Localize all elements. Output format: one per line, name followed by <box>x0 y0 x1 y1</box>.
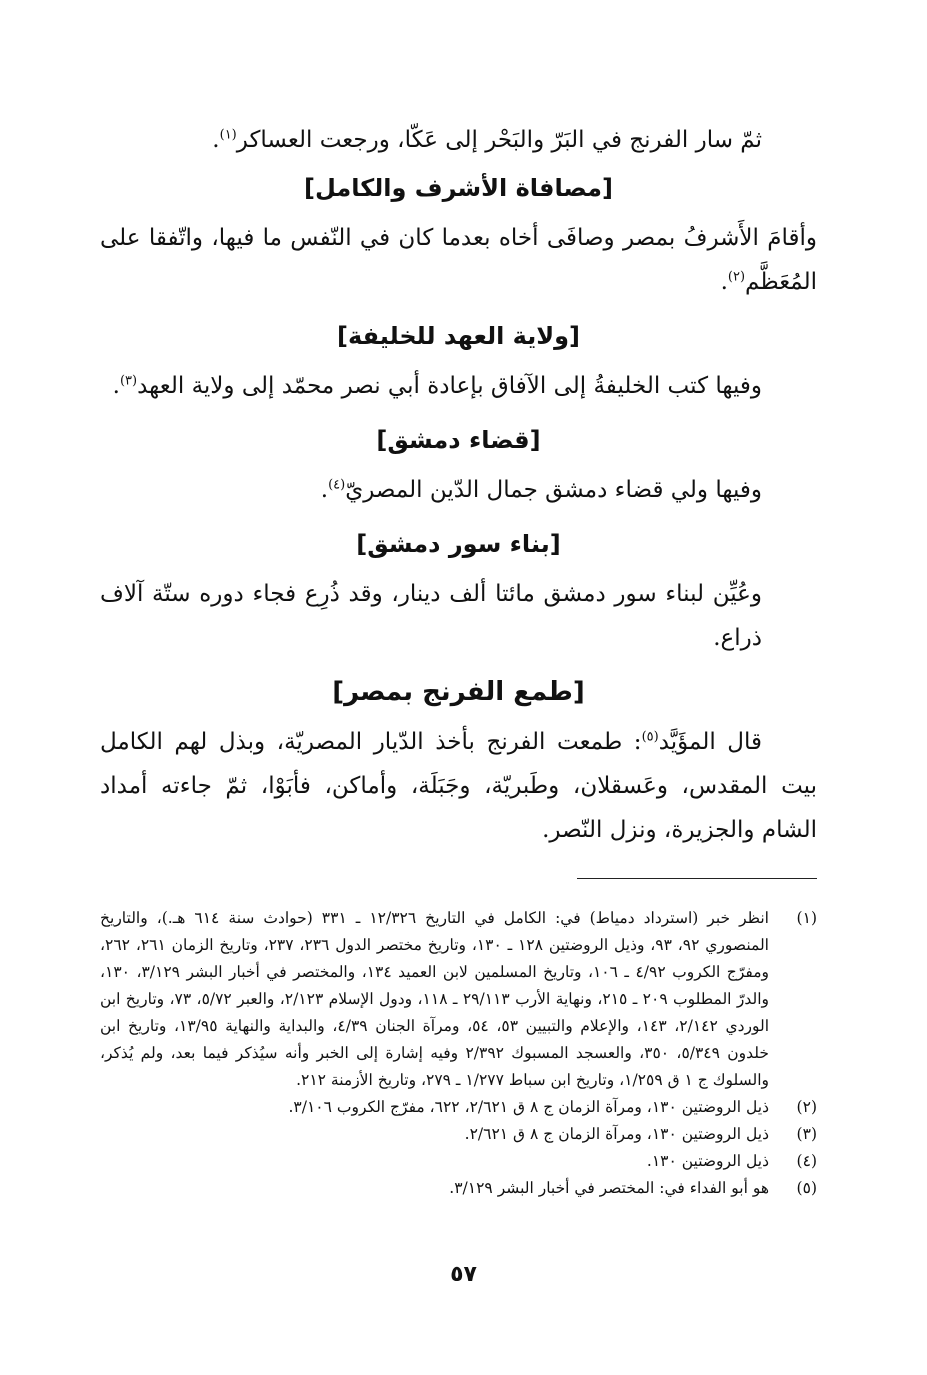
paragraph-6-start: قال المؤَيَّد <box>658 729 763 755</box>
heading-damascus-judiciary: [قضاء دمشق] <box>376 426 541 454</box>
footnote-text: ذيل الروضتين ١٣٠، ومرآة الزمان ج ٨ ق ٢/٦٢١، ٦٢٢، مفرّج الكروب ٣/١٠٦. <box>288 1098 769 1116</box>
paragraph-2 <box>100 216 817 304</box>
footnote-ref-3[interactable]: (٣) <box>119 373 138 389</box>
footnote-item <box>100 1094 817 1121</box>
footnote-ref-4[interactable]: (٤) <box>328 477 346 493</box>
paragraph-6-text: : طمعت الفرنج بأخذ الدّيار المصريّة، وبذل لهم الكامل بيت المقدس، وعَسقلان، وطَبريّة، وجَبَلَة، وأماكن، فأبَوْا، ثمّ جاءته أمداد الشام والجزيرة، ونزل النّصر. <box>100 729 817 843</box>
footnotes-list <box>100 905 817 1202</box>
paragraph-4 <box>100 468 817 512</box>
footnote-separator <box>577 878 817 879</box>
paragraph-2-end: . <box>720 269 728 295</box>
page-body <box>100 118 817 1375</box>
heading-franks-egypt: [طمع الفرنج بمصر] <box>332 677 585 707</box>
footnote-ref-1[interactable]: (١) <box>219 127 237 143</box>
page-number: ٥٧ <box>450 1262 477 1287</box>
footnote-item <box>100 905 817 1094</box>
footnote-text: انظر خبر (استرداد دمياط) في: الكامل في التاريخ ١٢/٣٢٦ ـ ٣٣١ (حوادث سنة ٦١٤ هـ.)، والتاريخ المنصوري ٩٢، ٩٣، وذيل الروضتين ١٢٨ ـ ١٣٠، وتاريخ مختصر الدول ٢٣٦، ٢٣٧، وتاريخ الزمان ٢٦١، ٢٦٢، ومفرّج الكروب ٤/٩٢ ـ ١٠٦، وتاريخ المسلمين لابن العميد ١٣٤، والمختصر في أخبار البشر ٣/١٢٩، ١٣٠، والدرّ المطلوب ٢٠٩ ـ ٢١٥، ونهاية الأرب ٢٩/١١٣ ـ ١١٨، ودول الإسلام ٢/١٢٣، والعبر ٥/٧٢، ٧٣، وتاريخ ابن الوردي ٢/١٤٢، ١٤٣، والإعلام والتبيين ٥٣، ٥٤، ومرآة الجنان ٤/٣٩، والبداية والنهاية ١٣/٩٥، وتاريخ ابن خلدون ٥/٣٤٩، ٣٥٠، والعسجد المسبوك ٢/٣٩٢ وفيه إشارة إلى الخبر وأنه سيُذكر فيما بعد، ولم يُذكر، والسلوك ج ١ ق ١/٢٥٩، وتاريخ ابن سباط ١/٢٧٧ ـ ٢٧٩، وتاريخ الأزمنة ٢١٢. <box>100 909 770 1089</box>
paragraph-3-text: وفيها كتب الخليفةُ إلى الآفاق بإعادة أبي نصر محمّد إلى ولاية العهد <box>137 373 762 399</box>
paragraph-1 <box>100 118 817 162</box>
footnote-number: (٣) <box>796 1125 817 1143</box>
footnote-text: ذيل الروضتين ١٣٠. <box>646 1152 769 1170</box>
footnote-ref-2[interactable]: (٢) <box>727 269 746 285</box>
footnote-number: (١) <box>796 909 817 927</box>
footnote-number: (٢) <box>796 1098 817 1116</box>
paragraph-1-text: ثمّ سار الفرنج في البَرّ والبَحْر إلى عَكّا، ورجعت العساكر <box>236 127 762 153</box>
footnote-item <box>100 1121 817 1148</box>
footnote-text: هو أبو الفداء في: المختصر في أخبار البشر ٣/١٢٩. <box>449 1179 769 1197</box>
footnote-item <box>100 1175 817 1202</box>
paragraph-4-text: وفيها ولي قضاء دمشق جمال الدّين المصريّ <box>345 477 762 503</box>
paragraph-3-end: . <box>112 373 120 399</box>
footnote-item <box>100 1148 817 1175</box>
paragraph-4-end: . <box>320 477 329 503</box>
footnote-text: ذيل الروضتين ١٣٠، ومرآة الزمان ج ٨ ق ٢/٦٢١. <box>464 1125 769 1143</box>
footnote-number: (٤) <box>796 1152 817 1170</box>
paragraph-3 <box>100 364 817 408</box>
heading-damascus-wall: [بناء سور دمشق] <box>356 530 561 558</box>
paragraph-5 <box>100 572 817 660</box>
footnote-ref-5[interactable]: (٥) <box>641 729 659 745</box>
heading-ashraf-kamil: [مصافاة الأشرف والكامل] <box>304 174 613 202</box>
footnote-number: (٥) <box>796 1179 817 1197</box>
paragraph-1-end: . <box>212 127 220 153</box>
paragraph-5-text: وعُيِّن لبناء سور دمشق مائتا ألف دينار، وقد ذُرِع فجاء دوره ستّة آلاف ذراع. <box>100 581 762 651</box>
paragraph-6 <box>100 720 817 852</box>
heading-caliph-succession: [ولاية العهد للخليفة] <box>336 322 581 350</box>
paragraph-2-text: وأقامَ الأَشرفُ بمصر وصافَى أخاه بعدما كان في النّفس ما فيها، واتّفقا على المُعَظَّم <box>100 225 817 295</box>
